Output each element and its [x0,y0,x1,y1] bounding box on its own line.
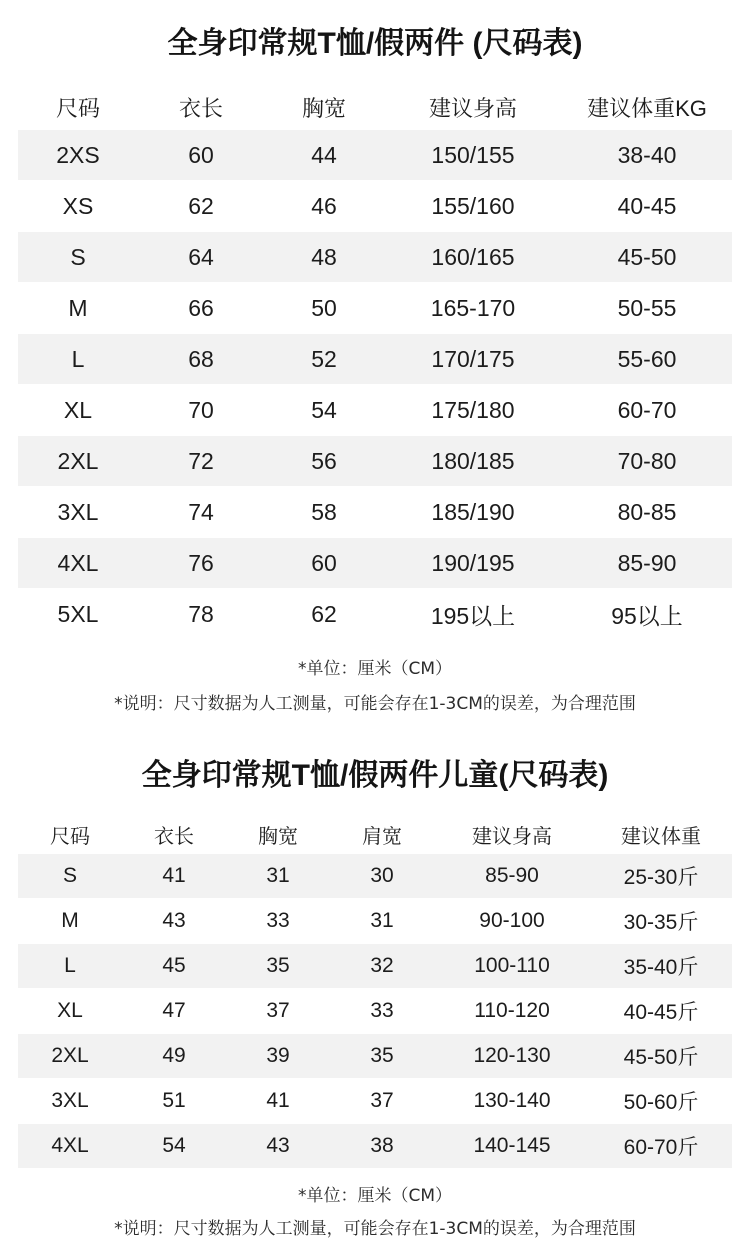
column-header: 尺码 [50,825,90,848]
table-row [18,181,732,232]
table-row [18,334,732,385]
cell-height: 155/160 [384,181,562,232]
table-row [18,283,732,334]
cell-length: 70 [138,385,264,436]
cell-length: 54 [122,1124,226,1169]
section-divider [0,714,750,728]
cell-height: 190/195 [384,538,562,589]
column-header: 尺码 [55,95,100,121]
cell-weight: 60-70 [562,385,732,436]
table-row [18,1079,732,1124]
cell-length: 41 [122,854,226,899]
cell-height: 170/175 [384,334,562,385]
cell-weight: 25-30斤 [590,854,732,899]
cell-shoulder: 32 [330,944,434,989]
cell-shoulder: 33 [330,989,434,1034]
cell-weight: 45-50斤 [590,1034,732,1079]
table-row [18,899,732,944]
cell-chest: 41 [226,1079,330,1124]
cell-chest: 44 [264,130,384,181]
cell-weight: 50-60斤 [590,1079,732,1124]
adult-section-title: 全身印常规T恤/假两件 (尺码表) [167,27,583,60]
cell-length: 49 [122,1034,226,1079]
cell-size: 4XL [18,1124,122,1169]
cell-length: 64 [138,232,264,283]
cell-chest: 46 [264,181,384,232]
cell-chest: 39 [226,1034,330,1079]
cell-size: 3XL [18,487,138,538]
cell-weight: 60-70斤 [590,1124,732,1169]
cell-length: 76 [138,538,264,589]
cell-height: 195以上 [384,589,562,640]
cell-chest: 56 [264,436,384,487]
cell-weight: 38-40 [562,130,732,181]
cell-chest: 54 [264,385,384,436]
table-row [18,487,732,538]
column-header: 建议体重KG [587,95,707,121]
cell-size: S [18,854,122,899]
cell-length: 66 [138,283,264,334]
adult-table-body [18,130,732,640]
cell-length: 62 [138,181,264,232]
cell-chest: 43 [226,1124,330,1169]
cell-chest: 58 [264,487,384,538]
table-row [18,1034,732,1079]
cell-length: 74 [138,487,264,538]
cell-size: 3XL [18,1079,122,1124]
cell-weight: 80-85 [562,487,732,538]
cell-size: XL [18,385,138,436]
table-row [18,989,732,1034]
cell-chest: 37 [226,989,330,1034]
cell-size: 5XL [18,589,138,640]
column-header: 建议体重 [621,825,701,848]
cell-size: 2XL [18,1034,122,1079]
cell-length: 68 [138,334,264,385]
kids-measurement-note: *说明：尺寸数据为人工测量，可能会存在1-3CM的误差，为合理范围 [114,1219,636,1239]
table-header-row [18,84,732,130]
cell-size: 2XL [18,436,138,487]
cell-height: 150/155 [384,130,562,181]
cell-length: 51 [122,1079,226,1124]
cell-height: 140-145 [434,1124,590,1169]
cell-height: 130-140 [434,1079,590,1124]
kids-unit-note: *单位：厘米（CM） [297,1186,453,1206]
cell-weight: 30-35斤 [590,899,732,944]
table-row [18,130,732,181]
cell-size: 2XS [18,130,138,181]
column-header: 肩宽 [362,825,402,848]
cell-height: 110-120 [434,989,590,1034]
cell-weight: 40-45斤 [590,989,732,1034]
cell-weight: 40-45 [562,181,732,232]
cell-chest: 50 [264,283,384,334]
column-header: 衣长 [154,825,194,848]
table-row [18,589,732,640]
table-row [18,385,732,436]
cell-height: 180/185 [384,436,562,487]
cell-height: 165-170 [384,283,562,334]
cell-weight: 95以上 [562,589,732,640]
cell-chest: 31 [226,854,330,899]
table-row [18,1124,732,1169]
cell-shoulder: 30 [330,854,434,899]
table-row [18,854,732,899]
kids-section-title: 全身印常规T恤/假两件儿童(尺码表) [141,759,609,792]
cell-length: 60 [138,130,264,181]
cell-length: 78 [138,589,264,640]
table-header-row [18,814,732,854]
column-header: 建议身高 [472,825,552,848]
cell-size: L [18,944,122,989]
adult-size-table [18,84,732,640]
adult-table-head [18,84,732,130]
column-header: 建议身高 [428,95,517,121]
kids-table-head [18,814,732,854]
cell-height: 85-90 [434,854,590,899]
kids-size-section [0,728,750,1255]
cell-chest: 35 [226,944,330,989]
adult-unit-note: *单位：厘米（CM） [297,659,453,679]
column-header: 胸宽 [301,95,346,121]
column-header: 衣长 [178,95,223,121]
cell-height: 160/165 [384,232,562,283]
cell-weight: 55-60 [562,334,732,385]
cell-size: L [18,334,138,385]
cell-weight: 85-90 [562,538,732,589]
cell-chest: 62 [264,589,384,640]
cell-size: XS [18,181,138,232]
table-row [18,944,732,989]
cell-shoulder: 31 [330,899,434,944]
cell-length: 47 [122,989,226,1034]
cell-size: S [18,232,138,283]
cell-weight: 50-55 [562,283,732,334]
cell-height: 185/190 [384,487,562,538]
cell-size: XL [18,989,122,1034]
table-row [18,436,732,487]
cell-size: M [18,283,138,334]
cell-height: 90-100 [434,899,590,944]
cell-chest: 33 [226,899,330,944]
cell-chest: 52 [264,334,384,385]
adult-measurement-note: *说明：尺寸数据为人工测量，可能会存在1-3CM的误差，为合理范围 [114,694,636,714]
cell-shoulder: 38 [330,1124,434,1169]
cell-weight: 35-40斤 [590,944,732,989]
cell-length: 45 [122,944,226,989]
column-header: 胸宽 [258,825,298,848]
kids-size-table [18,814,732,1169]
kids-table-body [18,854,732,1169]
cell-size: M [18,899,122,944]
cell-chest: 48 [264,232,384,283]
cell-height: 100-110 [434,944,590,989]
cell-weight: 45-50 [562,232,732,283]
cell-chest: 60 [264,538,384,589]
cell-size: 4XL [18,538,138,589]
cell-height: 175/180 [384,385,562,436]
cell-height: 120-130 [434,1034,590,1079]
table-row [18,232,732,283]
cell-weight: 70-80 [562,436,732,487]
cell-length: 43 [122,899,226,944]
table-row [18,538,732,589]
cell-shoulder: 37 [330,1079,434,1124]
cell-shoulder: 35 [330,1034,434,1079]
cell-length: 72 [138,436,264,487]
